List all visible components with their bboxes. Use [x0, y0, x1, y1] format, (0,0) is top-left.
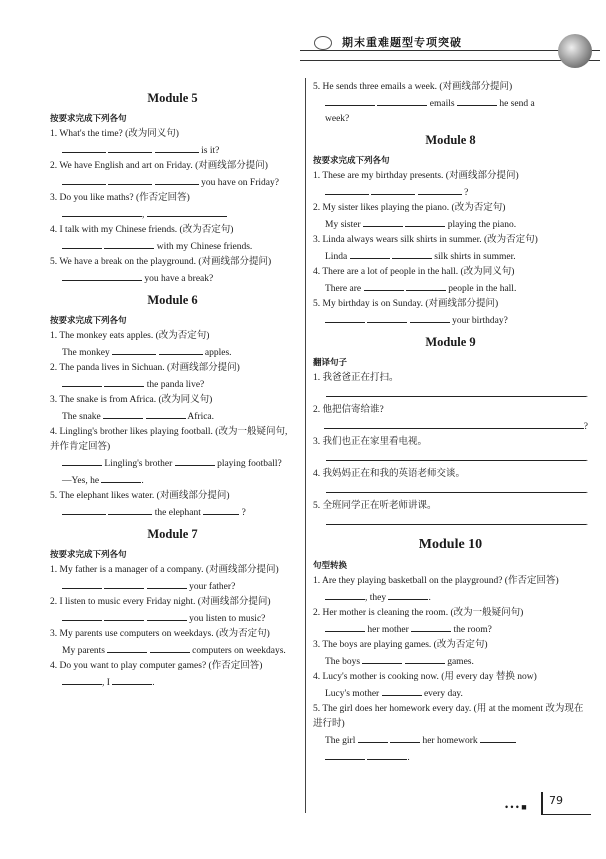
m7-q5-answer	[313, 95, 588, 112]
header-orb-icon	[558, 34, 592, 68]
answer-blank[interactable]	[410, 312, 450, 323]
m6-q2-answer	[50, 376, 295, 393]
m6-q3-answer	[50, 408, 295, 425]
right-column	[313, 80, 588, 766]
answer-blank[interactable]	[62, 578, 102, 589]
m8-q3-head: Linda	[325, 252, 348, 262]
m10-q2-tail: the room?	[453, 625, 492, 635]
m7-q5: 5. He sends three emails a week. (对画线部分提问)	[313, 82, 513, 92]
m5-q1: 1. What's the time? (改为同义句)	[50, 129, 179, 139]
answer-line[interactable]	[324, 418, 584, 429]
m7-q3-answer	[50, 642, 295, 659]
answer-blank[interactable]	[147, 578, 187, 589]
m9-q2: 2. 他把信寄给谁?	[313, 405, 384, 415]
answer-blank[interactable]	[62, 674, 102, 685]
m5-q1-tail: is it?	[201, 146, 220, 156]
m8-q5-answer	[313, 312, 588, 329]
m6-q3-tail: Africa.	[187, 412, 215, 422]
m10-q4-head: Lucy's mother	[325, 689, 380, 699]
answer-blank[interactable]	[350, 248, 390, 259]
answer-blank[interactable]	[362, 653, 402, 664]
answer-blank[interactable]	[325, 621, 365, 632]
m10-q1-mid: , they	[365, 593, 387, 603]
answer-blank[interactable]	[480, 732, 516, 743]
m7-q2: 2. I listen to music every Friday night. (对画线部分提问)	[50, 597, 271, 607]
answer-line[interactable]	[326, 482, 586, 493]
header-band	[300, 50, 600, 61]
m8-q5: 5. My birthday is on Sunday. (对画线部分提问)	[313, 299, 499, 309]
m6-q4: 4. Lingling's brother likes playing football. (改为一般疑问句,并作肯定回答)	[50, 427, 288, 452]
module-10-instruction: 句型转换	[313, 561, 348, 571]
answer-blank[interactable]	[364, 280, 404, 291]
m5-q2: 2. We have English and art on Friday. (对画线部分提问)	[50, 161, 268, 171]
m10-q4-tail: every day.	[423, 689, 463, 699]
m7-q2-tail: you listen to music?	[189, 614, 266, 624]
m9-q2-answer	[313, 418, 588, 435]
answer-blank[interactable]	[103, 408, 143, 419]
m5-q5: 5. We have a break on the playground. (对画线部分提问)	[50, 257, 272, 267]
m10-q5-answer	[313, 732, 588, 749]
m9-q2-tail: ?	[583, 422, 588, 432]
answer-blank[interactable]	[418, 184, 462, 195]
m8-q4: 4. There are a lot of people in the hall. (改为同义句)	[313, 267, 515, 277]
module-6-title: Module 6	[147, 293, 198, 307]
m6-q4-head: Lingling's brother	[104, 459, 173, 469]
answer-blank[interactable]	[104, 578, 144, 589]
answer-blank[interactable]	[108, 142, 152, 153]
answer-blank[interactable]	[325, 749, 365, 760]
answer-blank[interactable]	[107, 642, 147, 653]
header-decoration-icon	[314, 36, 332, 50]
m6-q4-tail: playing football?	[217, 459, 282, 469]
answer-blank[interactable]	[62, 206, 142, 217]
m10-q3-answer	[313, 653, 588, 670]
answer-blank[interactable]	[411, 621, 451, 632]
answer-blank[interactable]	[325, 312, 365, 323]
m5-q3: 3. Do you like maths? (作否定回答)	[50, 193, 190, 203]
module-5-title: Module 5	[147, 91, 198, 105]
answer-blank[interactable]	[371, 184, 415, 195]
m7-q4: 4. Do you want to play computer games? (作否定回答)	[50, 661, 263, 671]
m7-q5-tail: he send a	[499, 99, 535, 109]
m8-q4-answer	[313, 280, 588, 297]
m9-q5-answer: .	[313, 514, 588, 531]
header-title: 期末重难题型专项突破	[336, 34, 468, 50]
answer-line[interactable]	[326, 450, 586, 461]
m10-q5-head: The girl	[325, 736, 356, 746]
m9-q1: 1. 我爸爸正在打扫。	[313, 373, 399, 383]
m8-q1: 1. These are my birthday presents. (对画线部分提问)	[313, 171, 519, 181]
m7-q5-end: week?	[325, 114, 350, 124]
m10-q5: 5. The girl does her homework every day. (用 at the moment 改为现在进行时)	[313, 704, 584, 729]
answer-blank[interactable]	[405, 216, 445, 227]
answer-blank[interactable]	[382, 685, 422, 696]
module-9-instruction: 翻译句子	[313, 358, 348, 368]
m10-q3: 3. The boys are playing games. (改为否定句)	[313, 640, 488, 650]
answer-blank[interactable]	[108, 174, 152, 185]
page-number: 79	[549, 794, 563, 807]
m5-q3-answer: ,	[50, 206, 295, 223]
answer-blank[interactable]	[147, 206, 227, 217]
m5-q4: 4. I talk with my Chinese friends. (改为否定句)	[50, 225, 234, 235]
answer-blank[interactable]	[147, 610, 187, 621]
m9-q4: 4. 我妈妈正在和我的英语老师交谈。	[313, 469, 466, 479]
m6-q2-tail: the panda live?	[146, 380, 205, 390]
m10-q2: 2. Her mother is cleaning the room. (改为一般疑问句)	[313, 608, 524, 618]
answer-blank[interactable]	[325, 95, 375, 106]
m10-q4-answer	[313, 685, 588, 702]
answer-blank[interactable]	[203, 504, 239, 515]
m8-q2-head: My sister	[325, 220, 361, 230]
m6-q4-answer	[50, 455, 295, 472]
m8-q4-head: There are	[325, 284, 362, 294]
m5-q2-tail: you have on Friday?	[201, 178, 279, 188]
m6-q3-head: The snake	[62, 412, 101, 422]
answer-blank[interactable]	[406, 280, 446, 291]
m5-q5-answer	[50, 270, 295, 287]
m9-q3: 3. 我们也正在家里看电视。	[313, 437, 428, 447]
m5-q1-answer	[50, 142, 295, 159]
m9-q4-answer: .	[313, 482, 588, 499]
module-9-title: Module 9	[425, 335, 476, 349]
left-column	[50, 85, 295, 691]
m7-q5-mid: emails	[429, 99, 455, 109]
module-8-instruction: 按要求完成下列各句	[313, 156, 390, 166]
answer-blank[interactable]	[155, 142, 199, 153]
answer-blank[interactable]	[377, 95, 427, 106]
answer-blank[interactable]	[388, 589, 428, 600]
m6-q2: 2. The panda lives in Sichuan. (对画线部分提问)	[50, 363, 240, 373]
page-header	[300, 34, 600, 72]
m6-q1-tail: apples.	[204, 348, 232, 358]
m8-q3: 3. Linda always wears silk shirts in summer. (改为否定句)	[313, 235, 538, 245]
answer-blank[interactable]	[62, 455, 102, 466]
m10-q2-answer	[313, 621, 588, 638]
module-6-instruction: 按要求完成下列各句	[50, 316, 127, 326]
m9-q1-answer: .	[313, 386, 588, 403]
m9-q3-answer: .	[313, 450, 588, 467]
footer-dots: • • • ■	[505, 802, 527, 812]
answer-line[interactable]	[326, 386, 586, 397]
answer-blank[interactable]	[62, 504, 106, 515]
module-8-title: Module 8	[425, 133, 476, 147]
answer-blank[interactable]	[358, 732, 388, 743]
answer-blank[interactable]	[62, 376, 102, 387]
answer-blank[interactable]	[104, 376, 144, 387]
answer-blank[interactable]	[325, 184, 369, 195]
answer-blank[interactable]	[175, 455, 215, 466]
m7-q1-answer	[50, 578, 295, 595]
module-7-title: Module 7	[147, 527, 198, 541]
m10-q5-answer-2: .	[313, 749, 588, 766]
m6-q5-tail: ?	[241, 508, 246, 518]
m8-q3-tail: silk shirts in summer.	[434, 252, 516, 262]
answer-blank[interactable]	[392, 248, 432, 259]
m7-q3-tail: computers on weekdays.	[192, 646, 286, 656]
m10-q4: 4. Lucy's mother is cooking now. (用 every day 替换 now)	[313, 672, 537, 682]
m7-q4-mid: , I	[102, 678, 110, 688]
column-divider	[305, 78, 306, 813]
m8-q4-tail: people in the hall.	[448, 284, 517, 294]
m9-q5: 5. 全班同学正在听老师讲课。	[313, 501, 437, 511]
m8-q1-answer	[313, 184, 588, 201]
answer-blank[interactable]	[367, 312, 407, 323]
m8-q2-answer	[313, 216, 588, 233]
m10-q2-mid: her mother	[367, 625, 409, 635]
m7-q3-head: My parents	[62, 646, 106, 656]
m10-q1-answer: , they .	[313, 589, 588, 606]
answer-blank[interactable]	[325, 589, 365, 600]
m10-q5-tail: her homework	[422, 736, 478, 746]
answer-blank[interactable]	[405, 653, 445, 664]
answer-blank[interactable]	[112, 344, 156, 355]
m6-q5-mid: the elephant	[154, 508, 201, 518]
answer-blank[interactable]	[390, 732, 420, 743]
m10-q1: 1. Are they playing basketball on the playground? (作否定回答)	[313, 576, 559, 586]
m8-q3-answer	[313, 248, 588, 265]
m10-q3-tail: games.	[447, 657, 474, 667]
answer-blank[interactable]	[62, 610, 102, 621]
module-5-instruction: 按要求完成下列各句	[50, 114, 127, 124]
answer-blank[interactable]	[104, 610, 144, 621]
m7-q3: 3. My parents use computers on weekdays. (改为否定句)	[50, 629, 270, 639]
m8-q2: 2. My sister likes playing the piano. (改为否定句)	[313, 203, 506, 213]
answer-blank[interactable]	[159, 344, 203, 355]
m6-q1-head: The monkey	[62, 348, 110, 358]
answer-blank[interactable]	[363, 216, 403, 227]
m5-q5-tail: you have a break?	[144, 274, 214, 284]
page-footer	[505, 790, 590, 818]
answer-blank[interactable]	[155, 174, 199, 185]
m7-q4-answer: , I .	[50, 674, 295, 691]
answer-blank[interactable]	[150, 642, 190, 653]
m6-q4-reply: —Yes, he .	[50, 472, 295, 489]
answer-blank[interactable]	[112, 674, 152, 685]
answer-blank[interactable]	[62, 270, 142, 281]
answer-blank[interactable]	[146, 408, 186, 419]
module-10-title: Module 10	[418, 537, 483, 552]
m6-q4-reply-head: —Yes, he	[62, 476, 100, 486]
m5-q4-tail: with my Chinese friends.	[156, 242, 253, 252]
m6-q1: 1. The monkey eats apples. (改为否定句)	[50, 331, 210, 341]
answer-line[interactable]	[326, 514, 586, 525]
m6-q5: 5. The elephant likes water. (对画线部分提问)	[50, 491, 230, 501]
m6-q3: 3. The snake is from Africa. (改为同义句)	[50, 395, 213, 405]
answer-blank[interactable]	[108, 504, 152, 515]
module-7-instruction: 按要求完成下列各句	[50, 550, 127, 560]
m10-q3-head: The boys	[325, 657, 361, 667]
m5-q2-answer	[50, 174, 295, 191]
m6-q5-answer	[50, 504, 295, 521]
answer-blank[interactable]	[62, 238, 102, 249]
answer-blank[interactable]	[104, 238, 154, 249]
answer-blank[interactable]	[367, 749, 407, 760]
answer-blank[interactable]	[62, 142, 106, 153]
answer-blank[interactable]	[457, 95, 497, 106]
m8-q5-tail: your birthday?	[452, 316, 508, 326]
m5-q4-answer	[50, 238, 295, 255]
m6-q1-answer	[50, 344, 295, 361]
m7-q1-tail: your father?	[189, 582, 236, 592]
answer-blank[interactable]	[101, 472, 141, 483]
m8-q1-tail: ?	[464, 188, 469, 198]
answer-blank[interactable]	[62, 174, 106, 185]
m8-q2-tail: playing the piano.	[447, 220, 517, 230]
m7-q1: 1. My father is a manager of a company. (对画线部分提问)	[50, 565, 279, 575]
m7-q2-answer	[50, 610, 295, 627]
